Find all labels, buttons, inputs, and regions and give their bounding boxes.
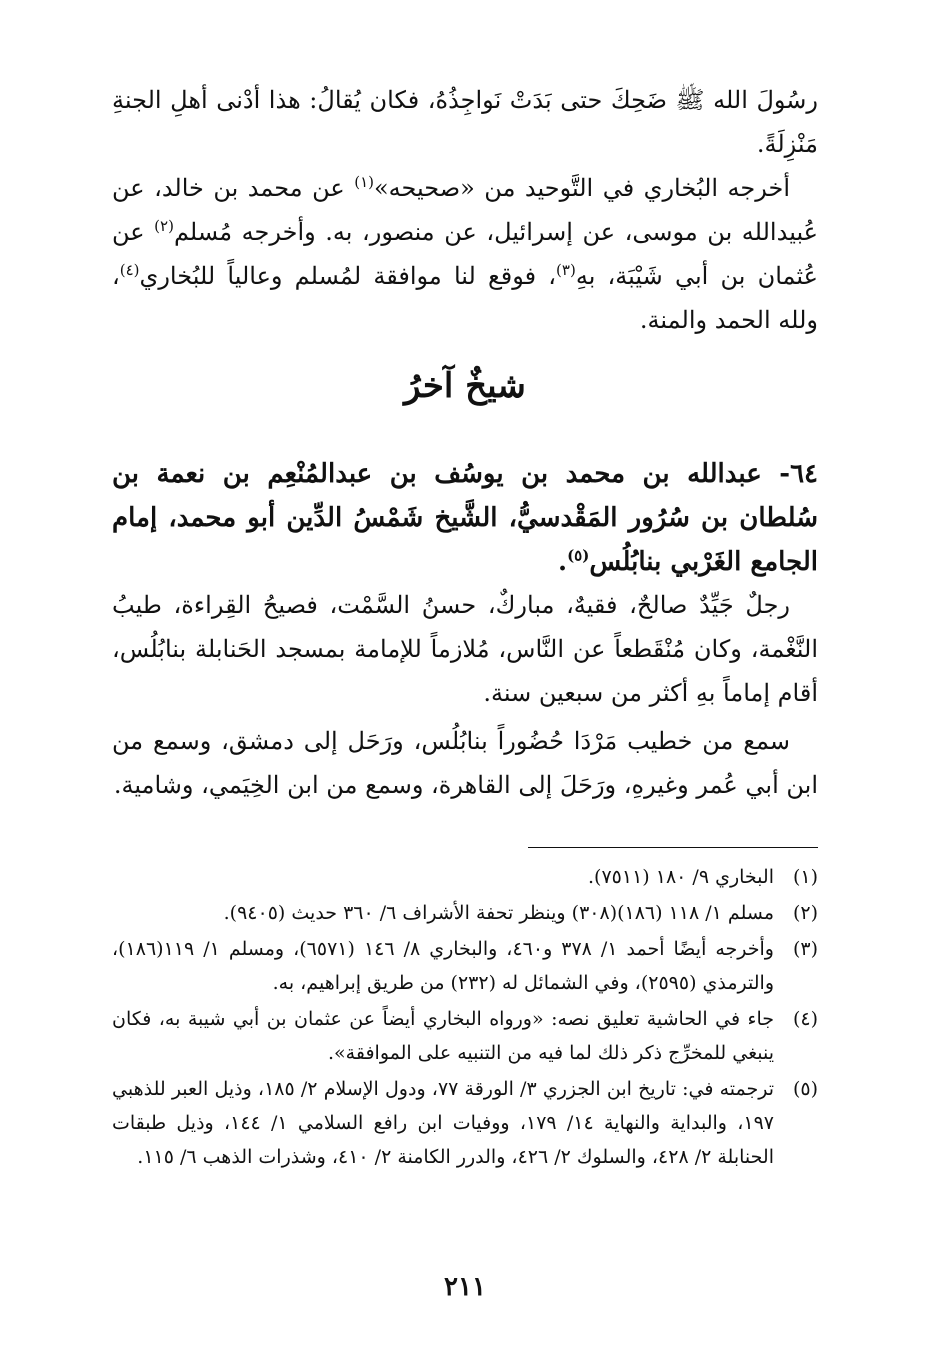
footnote-3 [112, 932, 818, 1000]
footnote-text: ترجمته في: تاريخ ابن الجزري ٣/ الورقة ٧٧، ودول الإسلام ٢/ ١٨٥، وذيل العبر للذهبي ١٩٧، والبداية والنهاية ١٤/ ١٧٩، ووفيات ابن رافع السلامي ١/ ١٤٤، وذيل طبقات الحنابلة ٢/ ٤٢٨، والسلوك ٢/ ٤٢٦، والدرر الكامنة ٢/ ٤١٠، وشذرات الذهب ٦/ ١١٥. [112, 1078, 774, 1168]
footnote-marker-1: (١) [354, 173, 374, 191]
intro-text-b: عن محمد بن خالد، عن عُبيدالله بن موسى، عن إسرائيل، عن منصور، به. وأخرجه مُسلم [112, 174, 819, 246]
entry-title-end: . [558, 547, 568, 577]
page-number: ٢١١ [444, 1272, 486, 1302]
biography-paragraph-2: سمع من خطيب مَرْدَا حُضُوراً بنابُلُس، ورَحَل إلى دمشق، وسمع من ابن أبي عُمر وغيرهِ، ورَحَلَ إلى القاهرة، وسمع من ابن الخِيَمي، وشامية. [112, 727, 818, 799]
footnote-number: (١) [792, 866, 818, 888]
footnote-text: جاء في الحاشية تعليق نصه: «ورواه البخاري أيضاً عن عثمان بن أبي شيبة به، فكان ينبغي للمخرِّج ذكر ذلك لما فيه من التنبيه على الموافقة». [112, 1008, 774, 1064]
intro-text-a: أخرجه البُخاري في التَّوحيد من «صحيحه» [373, 174, 791, 202]
footnote-number: (٢) [792, 902, 818, 924]
footnote-text: البخاري ٩/ ١٨٠ (٧٥١١). [588, 866, 774, 888]
intro-paragraph-2 [112, 166, 818, 342]
footnote-marker-3: (٣) [556, 261, 576, 279]
footnote-5 [112, 1072, 818, 1174]
footnote-text: وأخرجه أيضًا أحمد ١/ ٣٧٨ و٤٦٠، والبخاري ٨/ ١٤٦ (٦٥٧١)، ومسلم ١/ ١١٩(١٨٦)، والترمذي (٢٥٩٥)، وفي الشمائل له (٢٣٢) من طريق إبراهيم، به. [112, 938, 774, 994]
footnote-1 [112, 860, 818, 894]
section-heading: شيخٌ آخرُ [404, 366, 526, 406]
footnote-2 [112, 896, 818, 930]
intro-text-c: عن عُثمان بن أبي شَيْبَة، بهِ [112, 218, 818, 290]
footnote-marker-5: (٥) [567, 546, 590, 565]
intro-text-d: ، فوقع لنا موافقة لمُسلم وعالياً للبُخاري [139, 262, 557, 290]
footnote-4 [112, 1002, 818, 1070]
intro-text-e: ، ولله الحمد والمنة. [112, 262, 818, 334]
footnote-text: مسلم ١/ ١١٨ (١٨٦)(٣٠٨) وينظر تحفة الأشراف ٦/ ٣٦٠ حديث (٩٤٠٥). [223, 902, 774, 924]
footnote-divider [528, 847, 818, 848]
footnote-number: (٥) [792, 1078, 818, 1100]
entry-title-text: ٦٤- عبدالله بن محمد بن يوسُف بن عبدالمُنْعِم بن نعمة بن سُلطان بن سُرُور المَقْدسيُّ، الشَّيخ شَمْسُ الدِّين أبو محمد، إمام الجامع الغَرْبي بنابُلُس [112, 459, 818, 577]
entry-title [112, 452, 818, 584]
footnotes-section [112, 860, 818, 1176]
footnote-number: (٤) [792, 1008, 818, 1030]
footnote-marker-4: (٤) [119, 261, 140, 279]
footnote-marker-2: (٢) [154, 217, 174, 235]
biography-paragraph-1: رجلٌ جَيِّدٌ صالحٌ، فقيهٌ، مباركٌ، حسنُ السَّمْت، فصيحُ القِراءة، طيبُ النَّغْمة، وكان مُنْقَطعاً عن النَّاس، مُلازماً للإمامة بمسجد الحَنابلة بنابُلُس، أقام إماماً بهِ أكثر من سبعين سنة. [112, 591, 818, 707]
biography-section [112, 583, 818, 807]
intro-paragraph-1: رسُولَ الله ﷺ ضَحِكَ حتى بَدَتْ نَواجِذُهُ، فكان يُقالُ: هذا أدْنى أهلِ الجنةِ مَنْزِلَةً. [112, 86, 818, 158]
intro-section [112, 78, 818, 342]
footnote-number: (٣) [792, 938, 818, 960]
